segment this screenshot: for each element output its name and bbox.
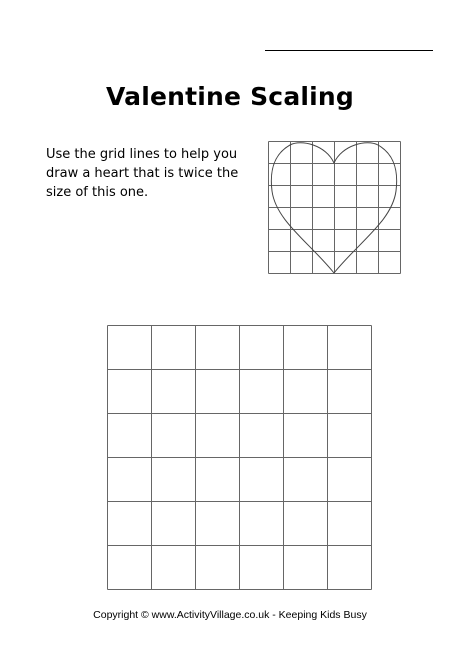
answer-grid-svg[interactable] (107, 325, 371, 589)
answer-grid-lines (108, 326, 372, 590)
example-grid-svg (268, 141, 400, 273)
answer-grid[interactable] (107, 325, 371, 589)
page-title: Valentine Scaling (105, 82, 355, 111)
example-grid (268, 141, 400, 273)
instructions (46, 145, 256, 202)
footer-copyright: Copyright © www.ActivityVillage.co.uk - Keeping Kids Busy (93, 609, 367, 621)
instructions-line-1: Use the grid lines to help you (46, 147, 238, 162)
instructions-line-2: draw a heart that is twice the (46, 166, 239, 181)
instructions-line-3: size of this one. (46, 185, 149, 200)
name-write-line (265, 50, 433, 51)
